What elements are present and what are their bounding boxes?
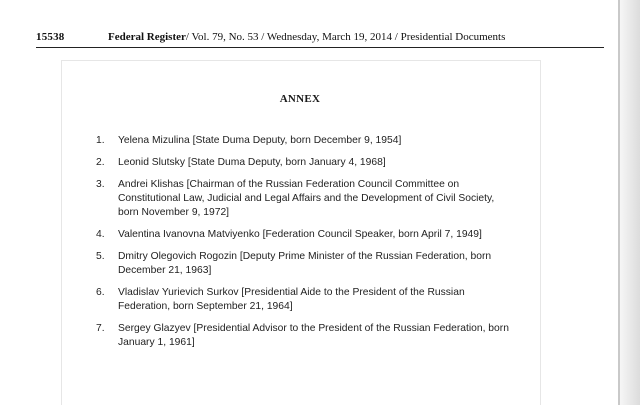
list-item: [96, 322, 516, 350]
page-edge-shadow: [620, 0, 640, 405]
page-number: 15538: [36, 31, 65, 43]
list-item-text: Dmitry Olegovich Rogozin [Deputy Prime Minister of the Russian Federation, born December 21, 1963]: [118, 251, 492, 276]
annex-list: [96, 134, 516, 358]
list-item: [96, 134, 516, 148]
list-item-text: Leonid Slutsky [State Duma Deputy, born January 4, 1968]: [118, 157, 386, 168]
list-item-number: 3.: [96, 179, 105, 190]
list-item-text: Andrei Klishas [Chairman of the Russian Federation Council Committee on Constitutional Law, Judicial and Legal Affairs and the Development of Civil Society, born November 9, 1972]: [118, 179, 495, 218]
list-item-text: Valentina Ivanovna Matviyenko [Federation Council Speaker, born April 7, 1949]: [118, 229, 482, 240]
list-item: [96, 286, 516, 314]
list-item-number: 4.: [96, 229, 105, 240]
list-item: [96, 250, 516, 278]
list-item-number: 7.: [96, 323, 105, 334]
list-item-text: Sergey Glazyev [Presidential Advisor to the President of the Russian Federation, born January 1, 1961]: [118, 323, 509, 348]
header-rule: [36, 47, 604, 48]
annex-title: ANNEX: [279, 93, 321, 105]
list-item-number: 5.: [96, 251, 105, 262]
list-item-text: Vladislav Yurievich Surkov [Presidential Aide to the President of the Russian Federation, born September 21, 1964]: [118, 287, 465, 312]
list-item-number: 6.: [96, 287, 105, 298]
list-item-number: 2.: [96, 157, 105, 168]
list-item: [96, 178, 516, 220]
list-item: [96, 228, 516, 242]
publication-line: [108, 31, 505, 43]
page-header: [36, 31, 606, 47]
list-item-number: 1.: [96, 135, 105, 146]
publication-citation: / Vol. 79, No. 53 / Wednesday, March 19, 2014 / Presidential Documents: [185, 31, 506, 43]
list-item: [96, 156, 516, 170]
publication-name: Federal Register: [108, 31, 186, 43]
list-item-text: Yelena Mizulina [State Duma Deputy, born December 9, 1954]: [118, 135, 402, 146]
